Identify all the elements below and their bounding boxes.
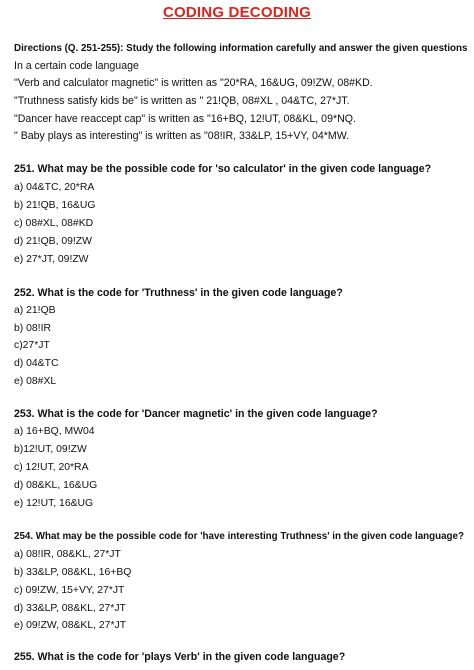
option-b: b) 33&LP, 08&KL, 16+BQ [14, 567, 132, 578]
option-d: d) 08&KL, 16&UG [14, 480, 98, 491]
option-c: c) 12!UT, 20*RA [14, 462, 89, 473]
question-255: 255. What is the code for 'plays Verb' in the given code language? [14, 651, 346, 663]
page-title: CODING DECODING [162, 4, 311, 21]
question-253: 253. What is the code for 'Dancer magnetic' in the given code language? [14, 408, 378, 420]
option-b: b)12!UT, 09!ZW [14, 444, 87, 455]
option-a: a) 08!IR, 08&KL, 27*JT [14, 549, 121, 560]
option-e: e) 08#XL [14, 376, 57, 387]
option-c: c) 08#XL, 08#KD [14, 218, 94, 229]
option-a: a) 04&TC, 20*RA [14, 182, 95, 193]
directions-heading: Directions (Q. 251-255): Study the following information carefully and answer the given questions [14, 43, 468, 54]
option-d: d) 21!QB, 09!ZW [14, 236, 92, 247]
code-statement: "Dancer have reaccept cap" is written as "16+BQ, 12!UT, 08&KL, 09*NQ. [14, 113, 356, 125]
option-e: e) 12!UT, 16&UG [14, 498, 94, 509]
option-c: c) 09!ZW, 15+VY, 27*JT [14, 585, 125, 596]
option-b: b) 21!QB, 16&UG [14, 200, 96, 211]
option-c: c)27*JT [14, 340, 50, 351]
option-e: e) 09!ZW, 08&KL, 27*JT [14, 620, 127, 631]
option-a: a) 16+BQ, MW04 [14, 426, 95, 437]
option-e: e) 27*JT, 09!ZW [14, 254, 89, 265]
directions-intro: In a certain code language [14, 60, 139, 72]
option-a: a) 21!QB [14, 305, 56, 316]
option-d: d) 33&LP, 08&KL, 27*JT [14, 603, 126, 614]
code-statement: " Baby plays as interesting" is written as "08!IR, 33&LP, 15+VY, 04*MW. [14, 130, 350, 142]
question-252: 252. What is the code for 'Truthness' in the given code language? [14, 287, 343, 299]
question-254: 254. What may be the possible code for 'have interesting Truthness' in the given code language? [14, 531, 464, 542]
option-b: b) 08!IR [14, 323, 51, 334]
code-statement: "Verb and calculator magnetic" is written as "20*RA, 16&UG, 09!ZW, 08#KD. [14, 77, 373, 89]
option-d: d) 04&TC [14, 358, 59, 369]
code-statement: "Truthness satisfy kids be" is written as " 21!QB, 08#XL , 04&TC, 27*JT. [14, 95, 350, 107]
question-251: 251. What may be the possible code for 'so calculator' in the given code language? [14, 163, 432, 175]
